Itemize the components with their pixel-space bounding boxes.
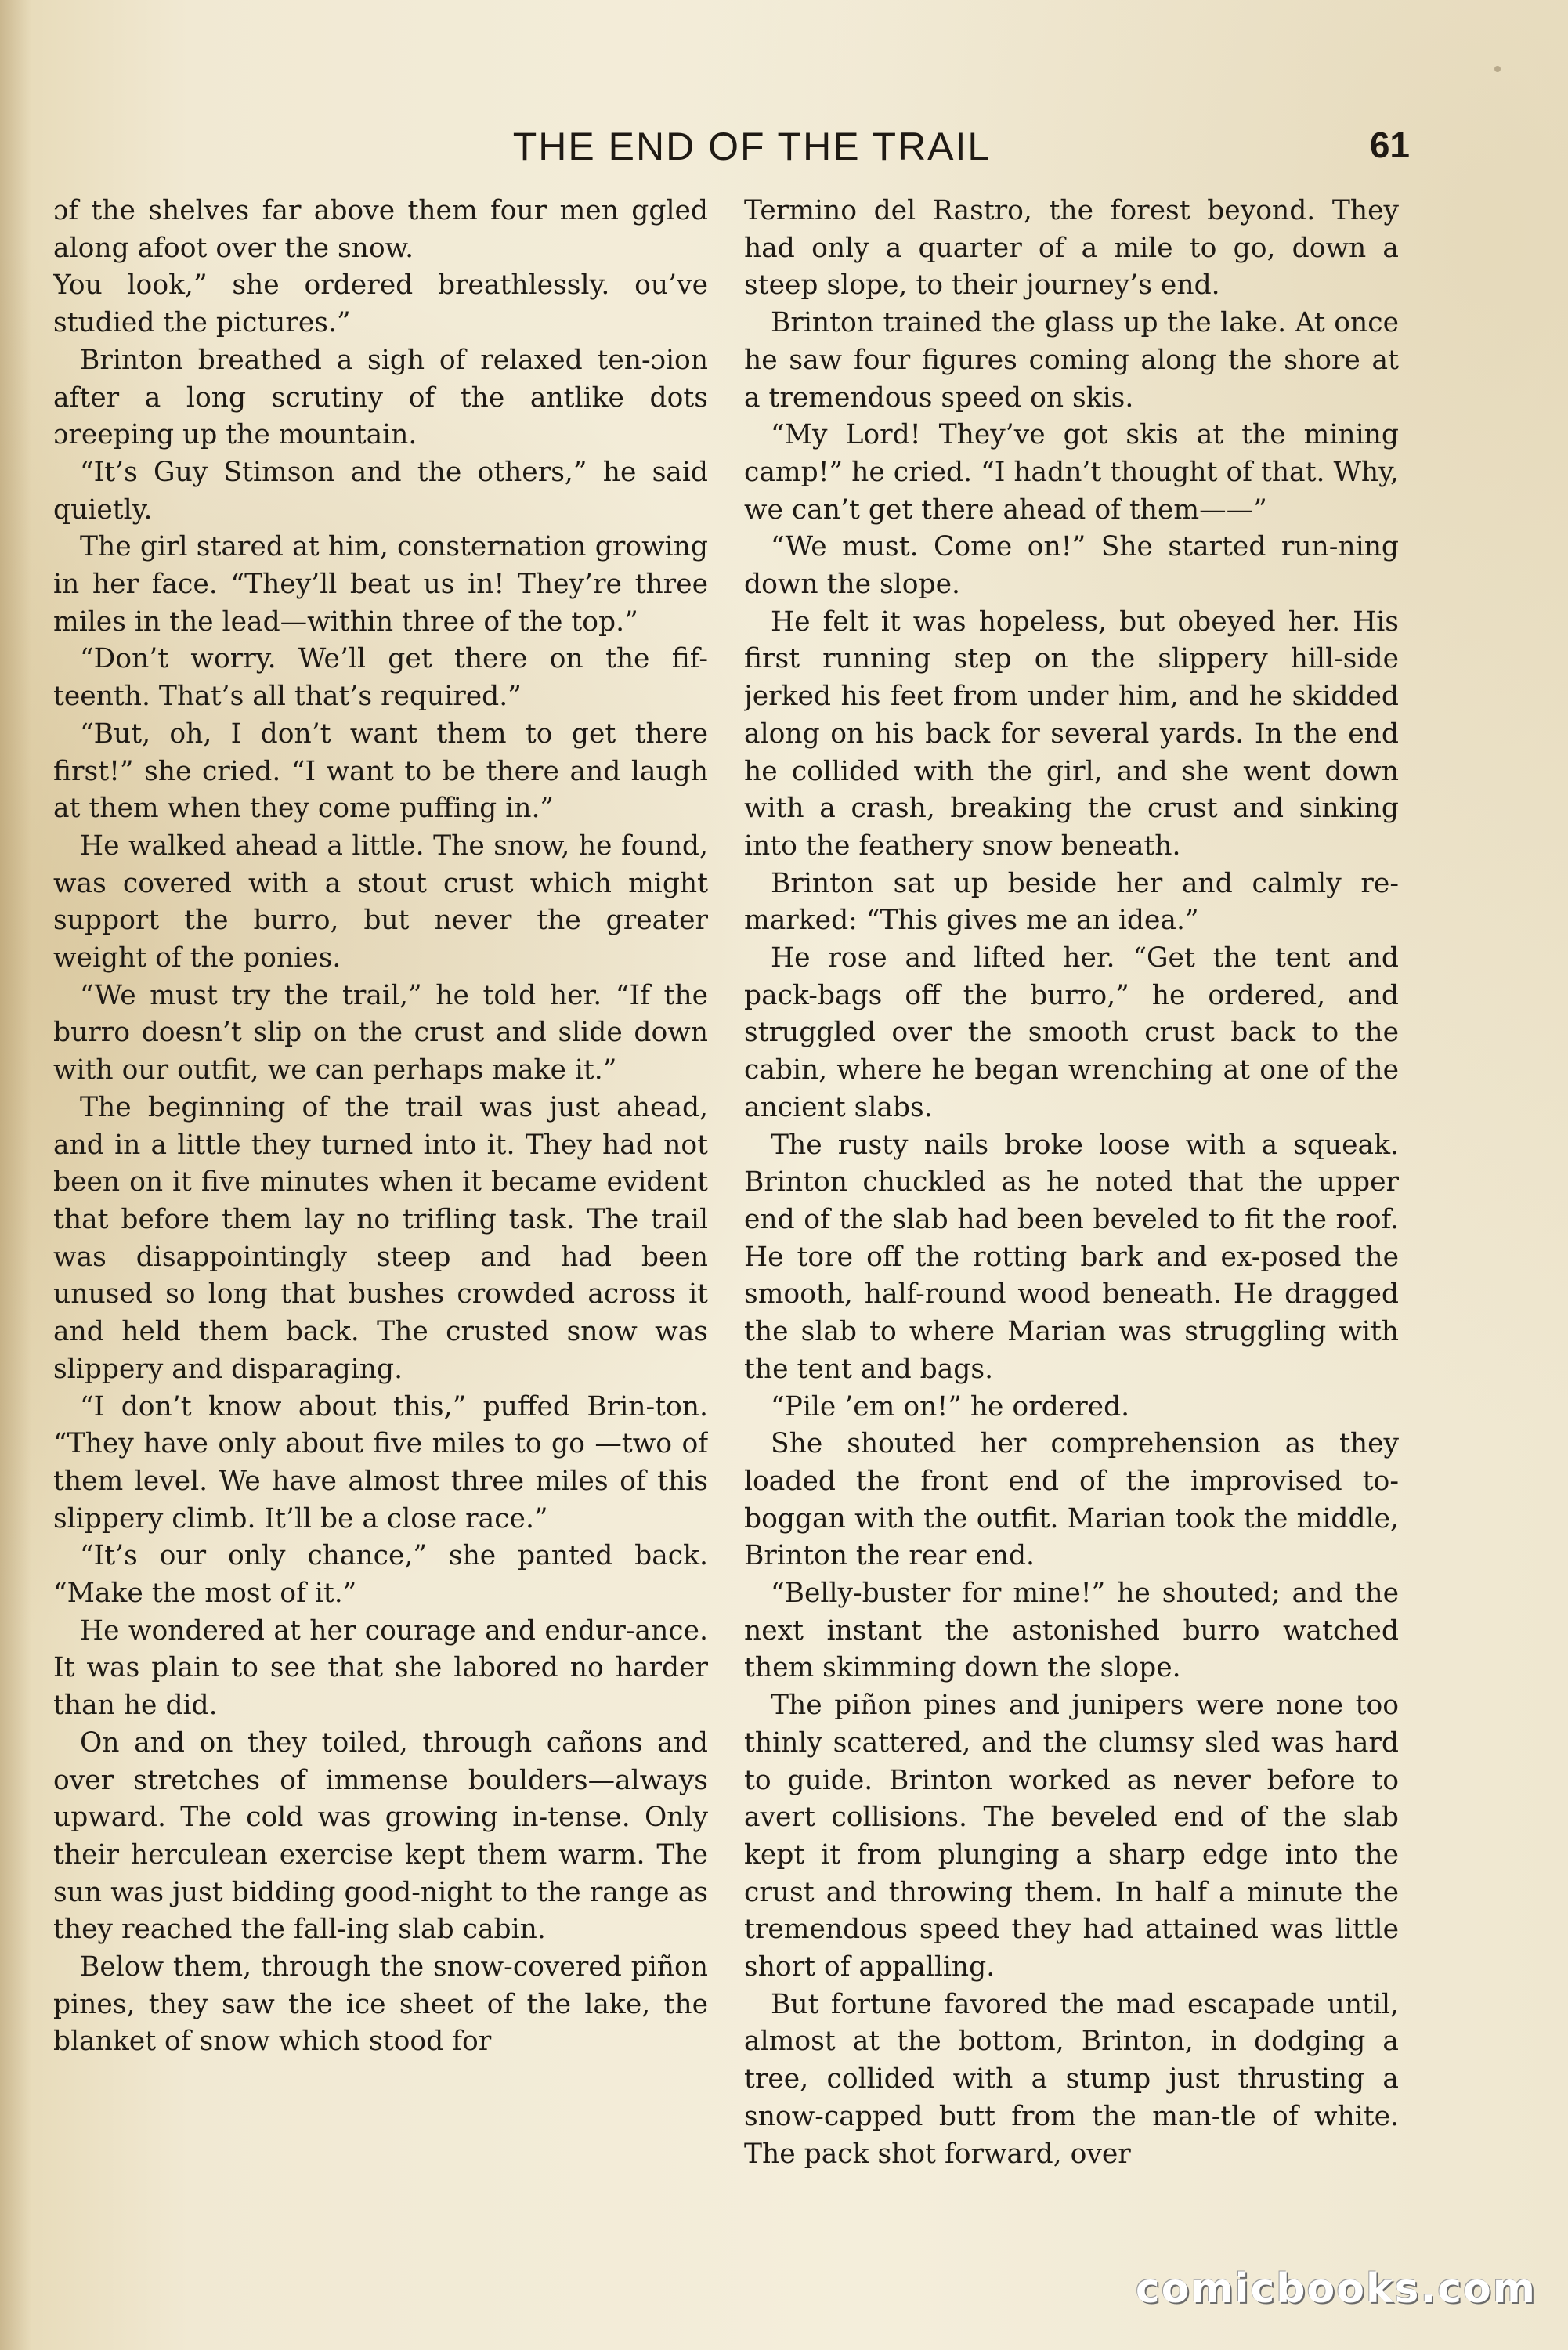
paragraph: “Don’t worry. We’ll get there on the fif-teenth. That’s all that’s required.” <box>53 643 708 713</box>
paragraph: “It’s Guy Stimson and the others,” he said quietly. <box>53 456 708 526</box>
page-binding-shadow <box>0 0 31 2350</box>
paragraph: The girl stared at him, consternation growing in her face. “They’ll beat us in! They’re three miles in the lead—within three of the top.” <box>53 531 708 638</box>
paragraph: Brinton sat up beside her and calmly re-marked: “This gives me an idea.” <box>744 867 1399 937</box>
paragraph: The beginning of the trail was just ahead, and in a little they turned into it. They had not been on it five minutes when it became evident that before them lay no trifling task. The trail was disappointingly steep and had been unused so long that bushes crowded across it and held them back. The crusted snow was slippery and disparaging. <box>53 1091 708 1385</box>
paragraph: He rose and lifted her. “Get the tent and pack-bags off the burro,” he ordered, and struggled over the smooth crust back to the cabin, where he began wrenching at one of the ancient slabs. <box>744 942 1399 1123</box>
paragraph: “It’s our only chance,” she panted back. “Make the most of it.” <box>53 1540 708 1610</box>
paragraph: Brinton breathed a sigh of relaxed ten-ɔion after a long scrutiny of the antlike dots ɔreeping up the mountain. <box>53 344 708 451</box>
running-title: THE END OF THE TRAIL <box>512 125 992 168</box>
paragraph: ɔf the shelves far above them four men ggled along afoot over the snow. <box>53 195 708 264</box>
left-text-column <box>53 193 708 2214</box>
paragraph: You look,” she ordered breathlessly. ou’ve studied the pictures.” <box>53 269 708 339</box>
paragraph: “I don’t know about this,” puffed Brin-ton. “They have only about five miles to go —two of them level. We have almost three miles of this slippery climb. It’ll be a close race.” <box>53 1390 708 1535</box>
paper-speck <box>1494 66 1501 72</box>
paragraph: “Belly-buster for mine!” he shouted; and the next instant the astonished burro watched them skimming down the slope. <box>744 1578 1399 1684</box>
paragraph: “But, oh, I don’t want them to get there first!” she cried. “I want to be there and laugh at them when they come puffing in.” <box>53 718 708 825</box>
paragraph: He wondered at her courage and endur-ance. It was plain to see that she labored no harder than he did. <box>53 1614 708 1722</box>
paragraph: On and on they toiled, through cañons and over stretches of immense boulders—always upward. The cold was growing in-tense. Only their herculean exercise kept them warm. The sun was just bidding good-night to the range as they reached the fall-ing slab cabin. <box>53 1726 708 1946</box>
paragraph: Below them, through the snow-covered piñon pines, they saw the ice sheet of the lake, the blanket of snow which stood for <box>53 1951 708 2058</box>
paragraph: “We must. Come on!” She started run-ning down the slope. <box>744 531 1399 601</box>
paragraph: Termino del Rastro, the forest beyond. They had only a quarter of a mile to go, down a steep slope, to their journey’s end. <box>744 195 1399 302</box>
paragraph: But fortune favored the mad escapade until, almost at the bottom, Brinton, in dodging a tree, collided with a stump just thrusting a snow-capped butt from the man-tle of white. The pack shot forward, over <box>744 1988 1399 2170</box>
site-watermark: comicbooks.com <box>1135 2265 1537 2312</box>
paragraph: He walked ahead a little. The snow, he found, was covered with a stout crust which might support the burro, but never the greater weight of the ponies. <box>53 830 708 974</box>
paragraph: The piñon pines and junipers were none too thinly scattered, and the clumsy sled was hard to guide. Brinton worked as never before to avert collisions. The beveled end of the slab kept it from plunging a sharp edge into the crust and throwing them. In half a minute the tremendous speed they had attained was little short of appalling. <box>744 1690 1399 1983</box>
paragraph: She shouted her comprehension as they loaded the front end of the improvised to-boggan with the outfit. Marian took the middle, Brinton the rear end. <box>744 1428 1399 1572</box>
paragraph: The rusty nails broke loose with a squeak. Brinton chuckled as he noted that the upper end of the slab had been beveled to fit the roof. He tore off the rotting bark and ex-posed the smooth, half-round wood beneath. He dragged the slab to where Marian was struggling with the tent and bags. <box>744 1129 1399 1385</box>
right-text-column <box>744 193 1399 2214</box>
paragraph: “My Lord! They’ve got skis at the mining camp!” he cried. “I hadn’t thought of that. Why, we can’t get there ahead of them——” <box>744 419 1399 526</box>
paragraph: “Pile ’em on!” he ordered. <box>771 1390 1130 1423</box>
page-header <box>47 124 1410 179</box>
page-number: 61 <box>1369 125 1410 165</box>
paragraph: “We must try the trail,” he told her. “If the burro doesn’t slip on the crust and slide down with our outfit, we can perhaps make it.” <box>53 979 708 1086</box>
paragraph: He felt it was hopeless, but obeyed her. His first running step on the slippery hill-side jerked his feet from under him, and he skidded along on his back for several yards. In the end he collided with the girl, and she went down with a crash, breaking the crust and sinking into the feathery snow beneath. <box>744 606 1399 862</box>
paragraph: Brinton trained the glass up the lake. At once he saw four figures coming along the shore at a tremendous speed on skis. <box>744 307 1399 414</box>
